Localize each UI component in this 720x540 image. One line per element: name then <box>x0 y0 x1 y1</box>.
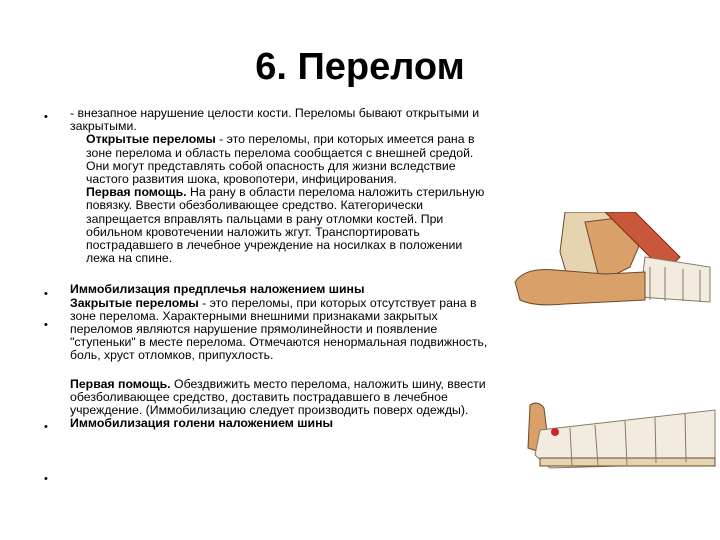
forearm-immobilization-caption: Иммобилизация предплечья наложением шины <box>70 282 365 297</box>
bullet-marker: • <box>44 111 48 123</box>
slide-title: 6. Перелом <box>255 46 465 88</box>
hand-shape <box>515 270 645 305</box>
forearm-splint-illustration <box>505 212 715 312</box>
open-fracture-paragraph: Открытые переломы - это переломы, при которых имеется рана в зоне перелома и область перелома сообщается с внешней средой. Они могут представлять собой опасность для жизни вследствие частого развития шока, кровопотери, инфицирования. <box>86 132 475 187</box>
shin-immobilization-caption: Иммобилизация голени наложением шины <box>70 416 334 431</box>
shin-splint-illustration <box>510 400 720 470</box>
bullet-marker: • <box>44 473 48 485</box>
splint-board <box>540 458 715 466</box>
first-aid-open-paragraph: Первая помощь. На рану в области перелома наложить стерильную повязку. Ввести обезболивающее средство. Категорически запрещается вправлять пальцами в рану отломки костей. При обильном кровотечении наложить жгут. Транспортировать пострадавшего в лечебное учреждение на носилках в положении лежа на спине. <box>86 185 485 266</box>
bullet-marker: • <box>44 319 48 331</box>
bullet-marker: • <box>44 421 48 433</box>
closed-fracture-paragraph: Закрытые переломы - это переломы, при которых отсутствует рана в зоне перелома. Характерными внешними признаками закрытых переломов являются нарушение прямолинейности и появление "ступеньки" в месте перелома. Отмечаются ненормальная подвижность, боль, хруст отломков, припухлость. <box>70 295 488 363</box>
slide-body <box>70 107 490 430</box>
bullet-marker: • <box>44 288 48 300</box>
intro-paragraph: - внезапное нарушение целости кости. Переломы бывают открытыми и закрытыми. <box>70 106 480 134</box>
first-aid-closed-paragraph: Первая помощь. Обездвижить место перелома, наложить шину, ввести обезболивающее средство, доставить пострадавшего в лечебное учреждение. (Иммобилизацию следует производить поверх одежды). <box>70 376 486 418</box>
wound-mark <box>551 428 559 436</box>
